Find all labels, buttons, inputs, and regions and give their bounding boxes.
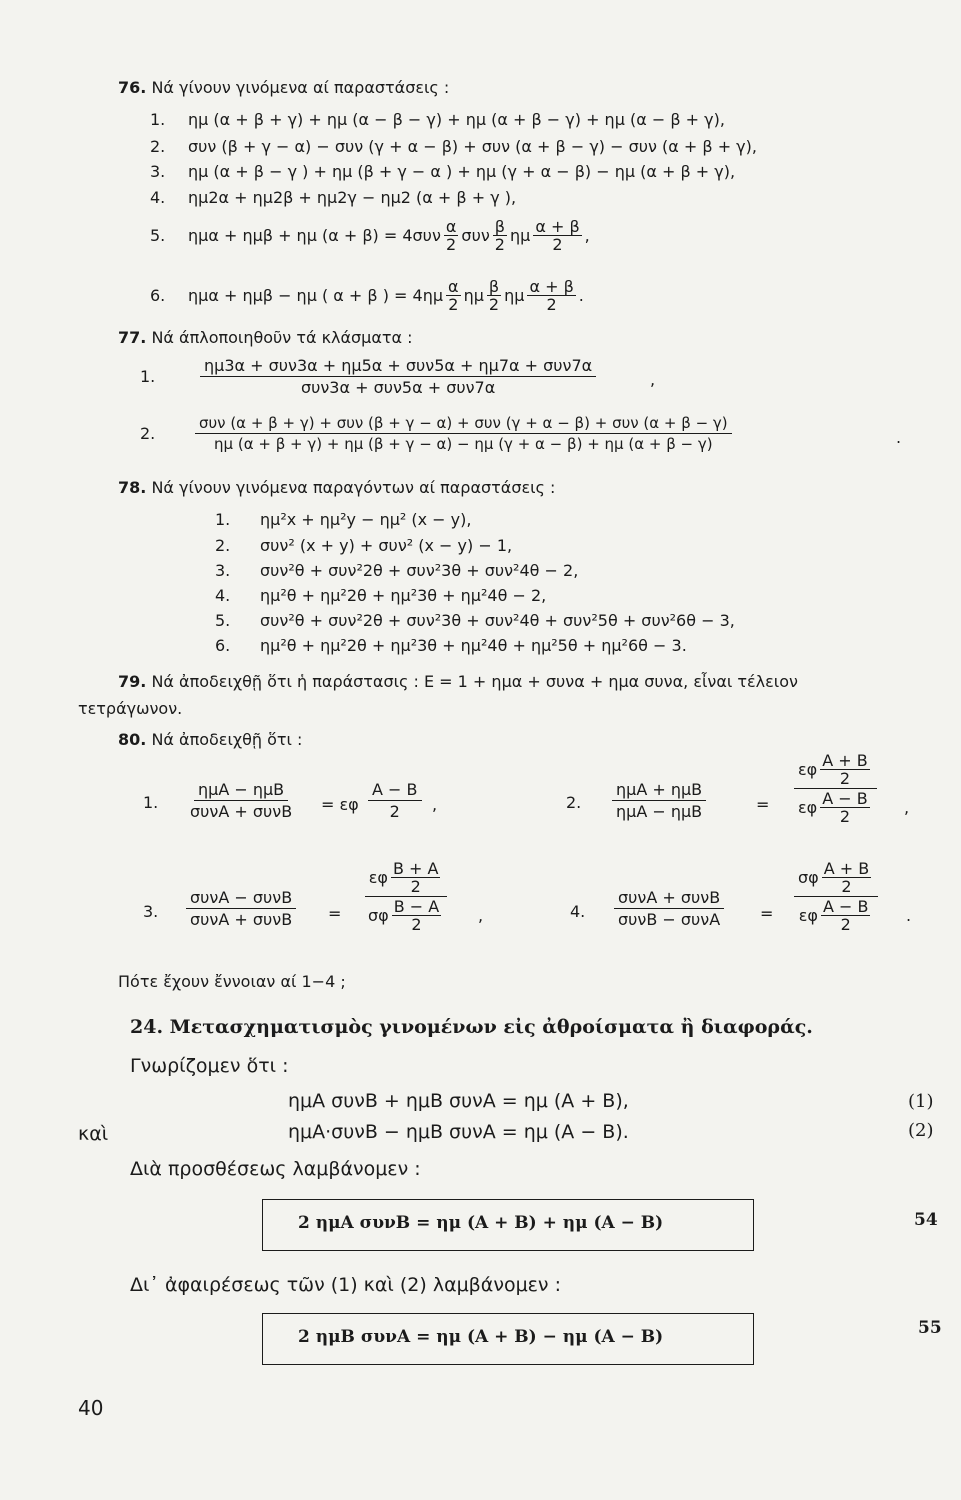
identity-1: ημΑ συνΒ + ημΒ συνΑ = ημ (Α + Β), [288,1090,629,1112]
page-number: 40 [78,1396,104,1420]
ex79-line-2: τετράγωνον. [78,699,183,718]
formula-54-number: 54 [914,1210,938,1230]
ex80-item-4-eq: = [760,904,774,923]
ex80-item-3-end: , [478,906,484,925]
ex80-item-1-eq: = εφ [321,795,359,814]
section-intro: Γνωρίζομεν ὅτι : [130,1055,289,1077]
ex76-item-1: 1. ημ (α + β + γ) + ημ (α − β − γ) + ημ (α + β − γ) + ημ (α − β + γ), [150,110,725,129]
formula-55: 2 ημΒ συνΑ = ημ (Α + Β) − ημ (Α − Β) [298,1327,664,1347]
ex78-header: 78. Νά γίνουν γινόμενα παραγόντων αί παραστάσεις : [118,478,556,497]
addition-text: Διὰ προσθέσεως λαμβάνομεν : [130,1158,421,1180]
ex76-item-6: 6. ημα + ημβ − ημ ( α + β ) = 4ημ α 2 ημ β 2 ημ α + β 2 . [150,277,584,314]
ex76-number: 76. [118,78,147,97]
ex80-item-1-rhs: $\frac{A - B}{2}$ [368,780,422,821]
ex80-item-2-end: , [904,798,910,817]
ex80-item-2-number: 2. [566,793,582,812]
ex78-item-4: 4. ημ²θ + ημ²2θ + ημ²3θ + ημ²4θ − 2, [215,586,547,605]
ex77-header: 77. Νά άπλοποιηθοῦν τά κλάσματα : [118,328,413,347]
ex76-title: Νά γίνουν γινόμενα αί παραστάσεις : [151,78,450,97]
ex78-item-6: 6. ημ²θ + ημ²2θ + ημ²3θ + ημ²4θ + ημ²5θ + ημ²6θ − 3. [215,636,687,655]
subtraction-text: Δι᾽ ἀφαιρέσεως τῶν (1) καὶ (2) λαμβάνομεν : [130,1274,561,1296]
identity-1-label: (1) [908,1091,934,1112]
ex80-item-3-number: 3. [143,902,159,921]
ex80-item-2-eq: = [756,795,770,814]
ex77-fraction-2: συν (α + β + γ) + συν (β + γ − α) + συν (γ + α − β) + συν (α + β − γ) ημ (α + β + γ) + ημ (β + γ − α) − ημ (γ + α − β) + ημ (α + β − γ) [195,414,732,453]
ex77-item-1-end: , [650,370,656,389]
ex80-item-4-lhs: συνΑ + συνΒ συνΒ − συνΑ [614,888,724,929]
formula-55-number: 55 [918,1318,942,1338]
ex77-item-1-number: 1. [140,367,156,386]
ex80-item-4-rhs: σφ Α + Β 2 εφ Α − Β 2 [794,860,878,933]
ex80-item-3-rhs: εφ Β + Α 2 σφ Β − Α 2 [364,860,448,933]
identity-2: ημΑ·συνΒ − ημΒ συνΑ = ημ (Α − Β). [288,1121,629,1143]
ex80-item-4-end: . [906,906,912,925]
ex77-item-2-number: 2. [140,424,156,443]
ex76-header [118,78,449,97]
ex80-item-1-end: , [432,795,438,814]
identity-2-label: (2) [908,1120,934,1141]
ex76-item-2: 2. συν (β + γ − α) − συν (γ + α − β) + συν (α + β − γ) − συν (α + β + γ), [150,137,757,156]
word-kai: καὶ [78,1123,109,1145]
ex77-fraction-1: ημ3α + συν3α + ημ5α + συν5α + ημ7α + συν7α συν3α + συν5α + συν7α [200,356,596,397]
ex78-item-5: 5. συν²θ + συν²2θ + συν²3θ + συν²4θ + συν²5θ + συν²6θ − 3, [215,611,735,630]
ex77-item-2-end: . [896,428,902,447]
ex78-item-1: 1. ημ²x + ημ²y − ημ² (x − y), [215,510,472,529]
ex80-item-4-number: 4. [570,902,586,921]
ex76-item-5: 5. ημα + ημβ + ημ (α + β) = 4συν α 2 συν β 2 ημ α + β 2 , [150,217,590,254]
ex76-item-4: 4. ημ2α + ημ2β + ημ2γ − ημ2 (α + β + γ ), [150,188,517,207]
ex80-note: Πότε ἔχουν ἔννοιαν αί 1−4 ; [118,972,346,991]
ex80-header: 80. Νά ἀποδειχθῇ ὅτι : [118,730,303,749]
ex80-item-2-lhs: ημΑ + ημΒ ημΑ − ημΒ [612,780,706,821]
ex79-line-1: 79. Νά ἀποδειχθῇ ὅτι ἡ παράστασις : Ε = 1 + ημα + συνα + ημα συνα, εἶναι τέλειον [118,672,798,691]
ex80-item-3-eq: = [328,904,342,923]
ex80-item-1-lhs: ημΑ − ημΒ συνΑ + συνΒ [190,780,293,821]
section-heading: 24. Μετασχηματισμὸς γινομένων εἰς ἀθροίσματα ἢ διαφοράς. [130,1016,813,1038]
formula-54: 2 ημΑ συνΒ = ημ (Α + Β) + ημ (Α − Β) [298,1213,664,1233]
ex76-item-3: 3. ημ (α + β − γ ) + ημ (β + γ − α ) + ημ (γ + α − β) − ημ (α + β + γ), [150,162,736,181]
ex80-item-3-lhs: συνΑ − συνΒ συνΑ + συνΒ [186,888,296,929]
ex80-item-1-number: 1. [143,793,159,812]
ex78-item-3: 3. συν²θ + συν²2θ + συν²3θ + συν²4θ − 2, [215,561,579,580]
ex80-item-2-rhs: εφ Α + Β 2 εφ Α − Β 2 [794,752,877,825]
ex78-item-2: 2. συν² (x + y) + συν² (x − y) − 1, [215,536,513,555]
